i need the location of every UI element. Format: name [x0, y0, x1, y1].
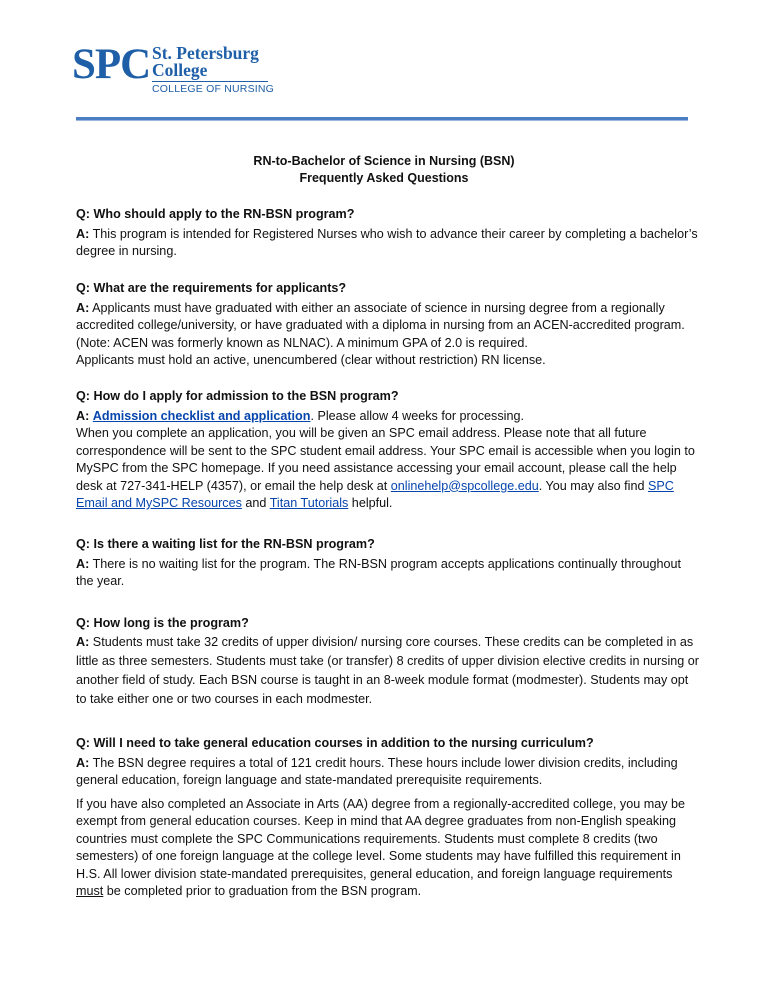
faq-question: Q: How long is the program? [76, 616, 249, 630]
document-title [0, 153, 768, 187]
answer-text-2-end: be completed prior to graduation from the BSN program. [103, 884, 422, 898]
answer-text: This program is intended for Registered Nurses who wish to advance their career by completing a bachelor’s degree in nursing. [76, 226, 698, 258]
logo-subtitle: COLLEGE OF NURSING [152, 83, 275, 95]
faq-item-who-should-apply [76, 206, 700, 261]
faq-item-program-length [76, 614, 700, 709]
spc-email-resources-link[interactable]: SPC Email and MySPC Resources [76, 478, 674, 510]
answer-text-2-pre: If you have also completed an Associate in Arts (AA) degree from a regionally-accredited college, you may be exempt from general education courses. Keep in mind that AA degree graduates from non-English speaking countries must complete the SPC Communications requirements. Students must complete 8 credits (two semesters) of one foreign language at the college level. Some students may have fulfilled this requirement in H.S. All lower division state-mandated prerequisites, general education, and foreign language requirements [76, 796, 686, 881]
answer-text-2: Applicants must hold an active, unencumbered (clear without restriction) RN license. [76, 353, 546, 367]
answer-label: A: [76, 556, 90, 571]
answer-text: Applicants must have graduated with either an associate of science in nursing degree from a regionally accredited college/university, or have graduated with a diploma in nursing from an ACEN-accredited program. (Note: ACEN was formerly known as NLNAC). A minimum GPA of 2.0 is required. [76, 300, 685, 350]
faq-answer [76, 755, 700, 901]
faq-answer [76, 226, 700, 261]
admission-checklist-link[interactable]: Admission checklist and application [92, 408, 311, 423]
answer-label: A: [76, 226, 90, 241]
help-desk-email-link[interactable]: onlinehelp@spcollege.edu [390, 478, 539, 493]
answer-text-2-underlined: must [76, 884, 104, 898]
faq-item-requirements [76, 280, 700, 370]
logo-name-line2: College [152, 60, 208, 80]
answer-text: The BSN degree requires a total of 121 credit hours. These hours include lower division credits, including general education, foreign language and state-mandated prerequisite requirements. [76, 755, 678, 787]
answer-label: A: [76, 635, 90, 649]
logo-name [152, 45, 259, 79]
faq-question: Q: How do I apply for admission to the BSN program? [76, 389, 399, 403]
faq-answer [76, 556, 700, 591]
faq-item-waiting-list [76, 536, 700, 591]
faq-item-general-education [76, 735, 700, 901]
logo-name-line1: St. Petersburg [152, 43, 259, 63]
answer-text-2 [76, 796, 700, 901]
logo-mark: SPC [72, 41, 151, 88]
answer-text-2-and: and [241, 496, 270, 510]
faq-question: Q: Will I need to take general education courses in addition to the nursing curriculum? [76, 736, 594, 750]
answer-text-2-end: helpful. [348, 496, 393, 510]
title-line2: Frequently Asked Questions [299, 171, 469, 185]
answer-text: There is no waiting list for the program. The RN-BSN program accepts applications continually throughout the year. [76, 556, 682, 588]
answer-text-2 [76, 425, 700, 513]
faq-item-how-to-apply [76, 388, 700, 513]
answer-text: . Please allow 4 weeks for processing. [310, 408, 524, 423]
answer-text-2-pre: When you complete an application, you will be given an SPC email address. Please note that all future correspondence will be sent to the SPC student email address. Your SPC email is accessible when you login to MySPC from the SPC homepage. If you need assistance accessing your email account, please call the help desk at 727-341-HELP (4357), or email the help desk at [76, 426, 695, 493]
answer-text: Students must take 32 credits of upper division/ nursing core courses. These credits can be completed in as little as three semesters. Students must take (or transfer) 8 credits of upper division elective credits in nursing or another field of study. Each BSN course is taught in an 8-week module format (modmester). Students may opt to take either one or two courses in each modmester. [76, 635, 699, 706]
faq-answer [76, 408, 700, 513]
faq-answer [76, 300, 700, 370]
faq-question: Q: Who should apply to the RN-BSN program? [76, 207, 355, 221]
answer-text-2-mid: . You may also find [538, 478, 648, 493]
faq-question: Q: Is there a waiting list for the RN-BSN program? [76, 537, 375, 551]
answer-label: A: [76, 408, 90, 423]
faq-question: Q: What are the requirements for applicants? [76, 281, 347, 295]
answer-label: A: [76, 300, 90, 315]
logo-rule [152, 81, 268, 82]
title-line1: RN-to-Bachelor of Science in Nursing (BSN) [253, 154, 515, 168]
header-divider [76, 117, 688, 121]
titan-tutorials-link[interactable]: Titan Tutorials [269, 496, 349, 510]
spc-logo [72, 42, 282, 98]
answer-label: A: [76, 755, 90, 770]
faq-answer [76, 633, 700, 709]
